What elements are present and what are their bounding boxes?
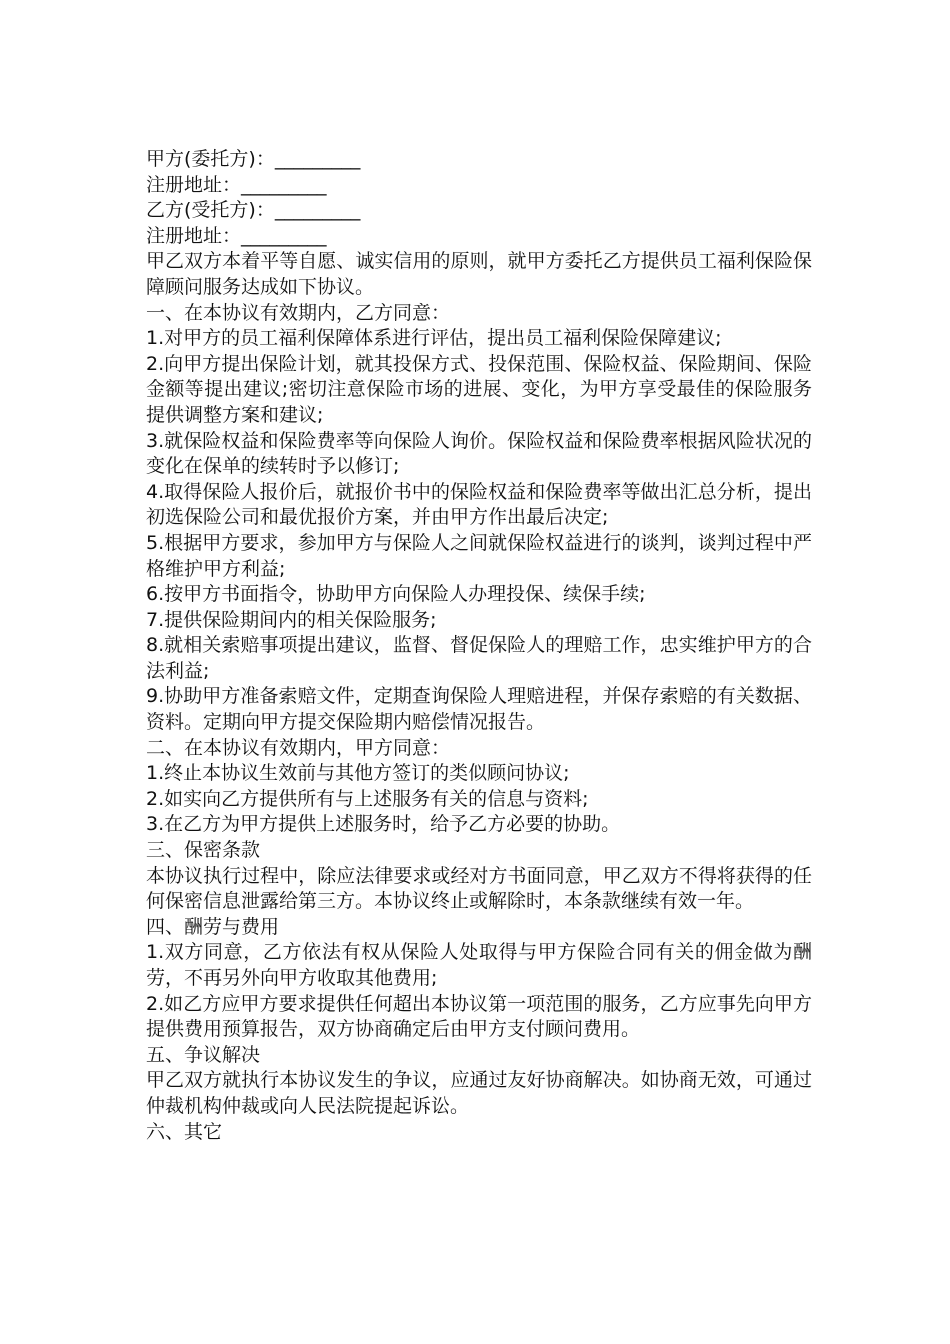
section-3-paragraph: 本协议执行过程中，除应法律要求或经对方书面同意，甲乙双方不得将获得的任何保密信息泄露给第三方。本协议终止或解除时，本条款继续有效一年。 <box>146 864 812 913</box>
party-b-address-line: 注册地址：_________ <box>146 224 327 247</box>
section-4-item-1: 1.双方同意，乙方依法有权从保险人处取得与甲方保险合同有关的佣金做为酬劳，不再另外向甲方收取其他费用; <box>146 941 812 989</box>
section-2-item-2: 2.如实向乙方提供所有与上述服务有关的信息与资料; <box>146 787 589 810</box>
section-1-item-2: 2.向甲方提出保险计划，就其投保方式、投保范围、保险权益、保险期间、保险金额等提出建议;密切注意保险市场的进展、变化，为甲方享受最佳的保险服务提供调整方案和建议; <box>146 352 812 426</box>
party-b-line: 乙方(受托方)：_________ <box>146 199 361 222</box>
section-1-item-3: 3.就保险权益和保险费率等向保险人询价。保险权益和保险费率根据风险状况的变化在保单的续转时予以修订; <box>146 429 812 478</box>
party-a-line: 甲方(委托方)：_________ <box>146 148 361 170</box>
section-1-item-6: 6.按甲方书面指令，协助甲方向保险人办理投保、续保手续; <box>146 583 646 606</box>
section-1-item-9: 9.协助甲方准备索赔文件，定期查询保险人理赔进程，并保存索赔的有关数据、资料。定期向甲方提交保险期内赔偿情况报告。 <box>146 685 812 734</box>
section-3-heading: 三、保密条款 <box>146 839 261 862</box>
document-body <box>146 147 812 1145</box>
section-1-item-5: 5.根据甲方要求，参加甲方与保险人之间就保险权益进行的谈判，谈判过程中严格维护甲方利益; <box>146 531 812 580</box>
section-6-heading: 六、其它 <box>146 1120 223 1143</box>
section-1-item-4: 4.取得保险人报价后，就报价书中的保险权益和保险费率等做出汇总分析，提出初选保险公司和最优报价方案，并由甲方作出最后决定; <box>146 480 812 529</box>
section-2-heading: 二、在本协议有效期内，甲方同意： <box>146 736 451 759</box>
section-4-item-2: 2.如乙方应甲方要求提供任何超出本协议第一项范围的服务，乙方应事先向甲方提供费用预算报告，双方协商确定后由甲方支付顾问费用。 <box>146 992 812 1041</box>
section-5-heading: 五、争议解决 <box>146 1043 261 1066</box>
section-4-heading: 四、酬劳与费用 <box>146 915 280 938</box>
section-1-item-1: 1.对甲方的员工福利保障体系进行评估，提出员工福利保险保障建议; <box>146 327 722 350</box>
section-2-item-1: 1.终止本协议生效前与其他方签订的类似顾问协议; <box>146 762 570 785</box>
section-2-item-3: 3.在乙方为甲方提供上述服务时，给予乙方必要的协助。 <box>146 813 621 836</box>
section-5-paragraph: 甲乙双方就执行本协议发生的争议，应通过友好协商解决。如协商无效，可通过仲裁机构仲裁或向人民法院提起诉讼。 <box>146 1069 812 1117</box>
party-a-address-line: 注册地址：_________ <box>146 173 327 196</box>
preamble-paragraph: 甲乙双方本着平等自愿、诚实信用的原则，就甲方委托乙方提供员工福利保险保障顾问服务达成如下协议。 <box>146 250 812 298</box>
section-1-item-8: 8.就相关索赔事项提出建议，监督、督促保险人的理赔工作，忠实维护甲方的合法利益; <box>146 634 812 682</box>
section-1-item-7: 7.提供保险期间内的相关保险服务; <box>146 608 437 631</box>
section-1-heading: 一、在本协议有效期内，乙方同意： <box>146 301 451 324</box>
